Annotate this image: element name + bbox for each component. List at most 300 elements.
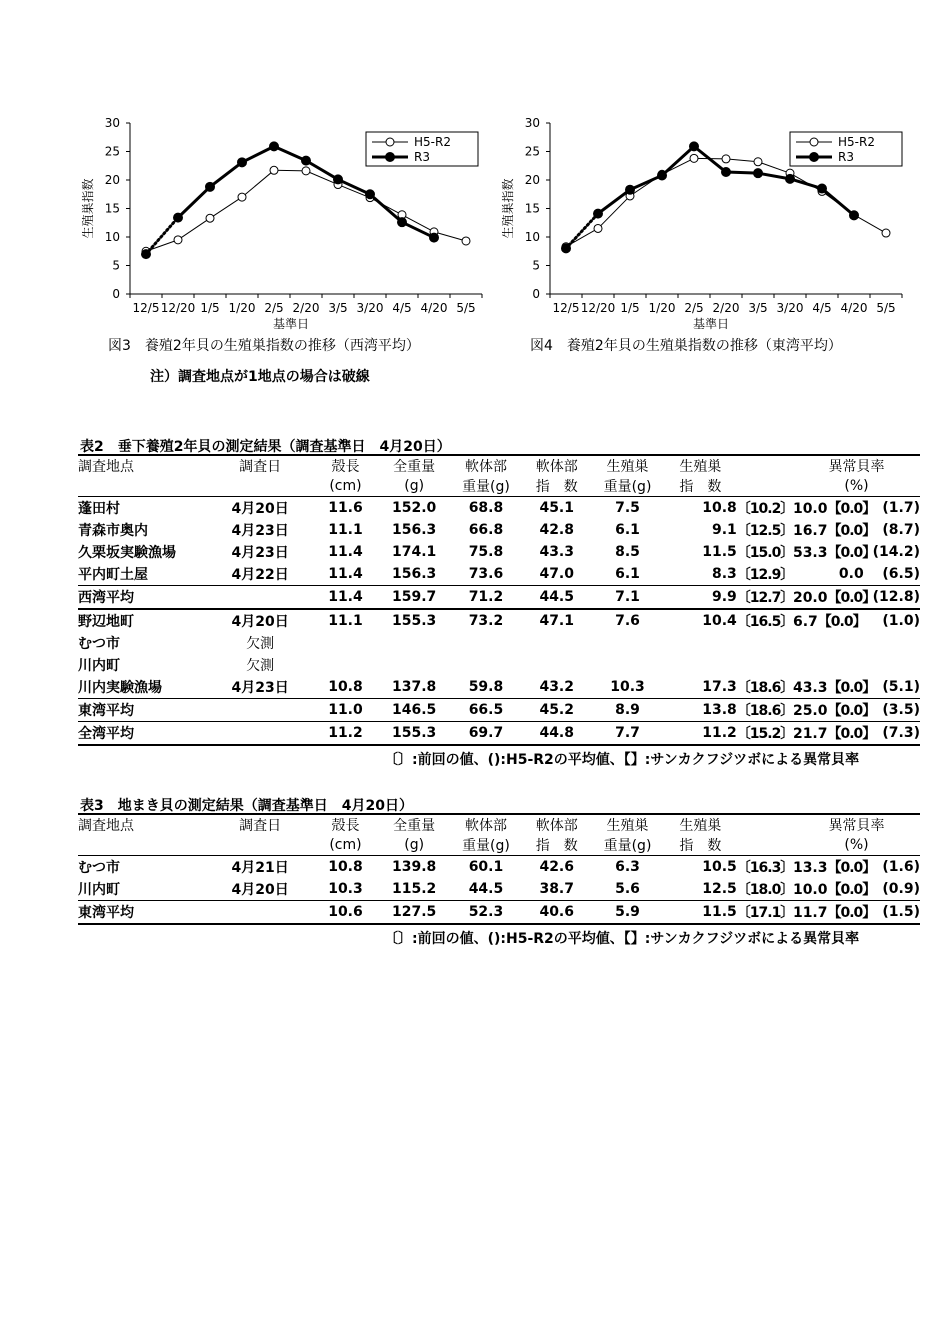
table3-cell-abnormal-prev: (0.9) bbox=[882, 881, 920, 897]
y-tick-label: 15 bbox=[104, 201, 120, 216]
table2-cell-gonad-prev: 〔18.6〕 bbox=[737, 699, 793, 722]
table2-h-weight: 全重量 bbox=[379, 455, 450, 476]
table3-cell-site: むつ市 bbox=[78, 860, 120, 876]
x-tick-label: 1/20 bbox=[228, 301, 256, 315]
x-tick-label: 12/20 bbox=[580, 301, 616, 315]
table2-row bbox=[78, 676, 920, 699]
series-h5-r2-point bbox=[206, 214, 214, 222]
table3-cell-gonad-prev: 〔16.3〕 bbox=[736, 860, 794, 876]
table2-h-soft-index: 軟体部 bbox=[522, 455, 591, 476]
table3-header-row2 bbox=[78, 835, 920, 856]
series-r3-segment bbox=[274, 146, 306, 160]
table2-cell-gonad-index: 9.1 bbox=[711, 522, 737, 538]
table2-cell-abnormal-value: 20.0 bbox=[792, 590, 828, 606]
table2-cell-barnacle-rate: 【0.0】 bbox=[827, 680, 876, 696]
series-h5-r2-point bbox=[462, 237, 470, 245]
table3-h-date: 調査日 bbox=[208, 814, 312, 835]
table2-cell-abnormal-value: 10.0 bbox=[792, 501, 828, 517]
table2-cell-date bbox=[208, 699, 312, 722]
table2-cell-abnormal-rate bbox=[792, 519, 876, 541]
series-r3-point bbox=[366, 190, 375, 199]
y-tick-label: 20 bbox=[524, 173, 540, 187]
table3-cell-date bbox=[208, 901, 312, 925]
table2-cell-soft-index bbox=[522, 632, 591, 654]
y-tick-label: 5 bbox=[112, 258, 120, 273]
table2-cell-gonad-weight: 8.9 bbox=[591, 699, 664, 722]
table3-row bbox=[78, 878, 920, 901]
series-r3-segment bbox=[630, 175, 662, 189]
y-tick-label: 25 bbox=[104, 144, 120, 159]
table3-cell-weight: 127.5 bbox=[379, 901, 450, 925]
x-tick-label: 1/5 bbox=[200, 301, 220, 315]
table2-cell-date: 欠測 bbox=[246, 636, 275, 652]
table2-cell-abnormal-value: 16.7 bbox=[792, 523, 828, 539]
table3-cell-weight: 139.8 bbox=[392, 859, 437, 875]
table2-cell-abnormal-prev: (1.7) bbox=[882, 500, 920, 516]
table2-cell-length: 11.2 bbox=[312, 722, 379, 746]
table3-cell-site: 東湾平均 bbox=[78, 901, 208, 925]
table2-h2-gonad-index: 指 数 bbox=[664, 476, 737, 497]
series-r3-point bbox=[302, 156, 311, 165]
table3-h-gonad-prev bbox=[737, 814, 793, 835]
x-tick-label: 1/20 bbox=[648, 301, 676, 315]
table3-cell-gonad-index: 10.5 bbox=[702, 859, 737, 875]
series-r3-segment bbox=[790, 179, 822, 189]
table3-header-row1 bbox=[78, 814, 920, 835]
table2-cell-site: むつ市 bbox=[78, 636, 120, 652]
table2-cell-gonad-weight: 7.5 bbox=[615, 500, 640, 516]
table2-cell-abnormal-prev: (14.2) bbox=[872, 544, 920, 560]
table2-cell-length: 11.4 bbox=[328, 544, 363, 560]
table3-cell-abnormal-rate bbox=[792, 856, 876, 879]
table2-cell-gonad-weight: 7.6 bbox=[591, 609, 664, 632]
series-r3-point bbox=[430, 233, 439, 242]
table2-cell-length: 11.6 bbox=[328, 500, 363, 516]
x-tick-label: 12/5 bbox=[132, 301, 160, 315]
table3-h-length: 殻長 bbox=[312, 814, 379, 835]
table3-cell-abnormal-rate bbox=[792, 878, 876, 901]
table2-cell-date: 4月20日 bbox=[231, 501, 289, 517]
table2-h-site: 調査地点 bbox=[78, 455, 208, 476]
table2-header-row2 bbox=[78, 476, 920, 497]
table3-cell-barnacle-rate: 【0.0】 bbox=[827, 860, 876, 876]
table2-cell-gonad-weight: 8.5 bbox=[615, 544, 640, 560]
table2-cell-soft-index: 47.0 bbox=[539, 566, 574, 582]
table2-cell-soft-index: 47.1 bbox=[522, 609, 591, 632]
series-h5-r2-point bbox=[238, 193, 246, 201]
table2-cell-gonad-index: 10.8 bbox=[702, 500, 737, 516]
series-r3-segment bbox=[242, 146, 274, 162]
table2-cell-site: 東湾平均 bbox=[78, 699, 208, 722]
table2-cell-barnacle-rate: 【0.0】 bbox=[827, 590, 876, 606]
table2-cell-soft-weight bbox=[450, 632, 523, 654]
legend-marker bbox=[386, 153, 395, 162]
table3-cell-gonad-weight: 5.9 bbox=[591, 901, 664, 925]
table3-h-soft-index: 軟体部 bbox=[522, 814, 591, 835]
table2-cell-soft-weight: 66.8 bbox=[468, 522, 504, 538]
series-h5-r2-point bbox=[594, 224, 602, 232]
series-r3-point bbox=[562, 244, 571, 253]
table3-h2-date bbox=[208, 835, 312, 856]
table2-cell-abnormal-prev: (8.7) bbox=[882, 522, 920, 538]
series-r3-point bbox=[786, 174, 795, 183]
table2-cell-gonad-weight bbox=[591, 654, 664, 676]
table2-cell-gonad-prev: 〔18.6〕 bbox=[736, 680, 794, 696]
series-h5-r2-point bbox=[174, 236, 182, 244]
table3-cell-gonad-weight: 6.3 bbox=[615, 859, 640, 875]
table2-cell-gonad-prev: 〔16.5〕 bbox=[737, 609, 793, 632]
table3-h-abnormal: 異常貝率 bbox=[793, 814, 920, 835]
y-tick-label: 10 bbox=[104, 230, 120, 244]
series-r3-segment bbox=[306, 161, 338, 180]
table3-cell-length: 10.3 bbox=[328, 881, 363, 897]
table3-cell-length: 10.6 bbox=[312, 901, 379, 925]
table3-cell-abnormal-value: 13.3 bbox=[792, 860, 828, 876]
table2-cell-site: 野辺地町 bbox=[78, 609, 208, 632]
table2-cell-abnormal-value: 21.7 bbox=[792, 726, 828, 742]
table2-cell-length: 11.4 bbox=[312, 586, 379, 610]
table3-h-soft-weight: 軟体部 bbox=[450, 814, 523, 835]
table2-cell-soft-weight: 68.8 bbox=[468, 500, 504, 516]
table2-cell-gonad-weight: 10.3 bbox=[610, 679, 645, 695]
table2-cell-site: 全湾平均 bbox=[78, 722, 208, 746]
legend-label: R3 bbox=[414, 150, 430, 164]
table2-cell-abnormal-prev: (1.0) bbox=[864, 609, 920, 632]
series-r3-point bbox=[398, 218, 407, 227]
x-tick-label: 5/5 bbox=[876, 301, 896, 315]
table2-cell-date: 4月20日 bbox=[208, 609, 312, 632]
table2-cell-abnormal-rate bbox=[793, 563, 864, 586]
table2-cell-abnormal-value: 43.3 bbox=[792, 680, 828, 696]
table2-cell-barnacle-rate: 【0.0】 bbox=[817, 614, 866, 630]
table2-cell-weight: 156.3 bbox=[392, 522, 437, 538]
table2-h-date: 調査日 bbox=[208, 455, 312, 476]
table2-h-gonad-index: 生殖巣 bbox=[664, 455, 737, 476]
table2-cell-barnacle-rate: 【0.0】 bbox=[827, 501, 876, 517]
table2-cell-date: 欠測 bbox=[246, 658, 275, 674]
x-tick-label: 4/20 bbox=[420, 301, 448, 315]
legend-label: R3 bbox=[838, 150, 854, 164]
table2-h-length: 殻長 bbox=[312, 455, 379, 476]
table2-cell-length: 11.0 bbox=[312, 699, 379, 722]
caption-fig4: 図4 養殖2年貝の生殖巣指数の推移（東湾平均） bbox=[530, 338, 842, 354]
table2-cell-soft-index: 44.5 bbox=[522, 586, 591, 610]
table3-cell-gonad-prev: 〔17.1〕 bbox=[737, 901, 793, 925]
table2-cell-abnormal-prev: (3.5) bbox=[864, 699, 920, 722]
table3-cell-soft-index: 42.6 bbox=[539, 859, 574, 875]
table2-cell-gonad-index: 11.5 bbox=[702, 544, 737, 560]
table2-cell-weight: 137.8 bbox=[392, 679, 437, 695]
series-h5-r2-point bbox=[754, 158, 762, 166]
chart-fig4 bbox=[498, 110, 918, 335]
table2-cell-gonad-prev: 〔15.2〕 bbox=[737, 722, 793, 746]
series-r3-point bbox=[206, 182, 215, 191]
table2-h2-abnormal: (%) bbox=[793, 476, 920, 497]
series-r3-point bbox=[690, 142, 699, 151]
table2-footnote: 〔〕:前回の値、():H5-R2の平均値、【】:サンカクフジツボによる異常貝率 bbox=[384, 752, 860, 768]
y-tick-label: 5 bbox=[532, 258, 540, 273]
x-tick-label: 3/5 bbox=[748, 301, 768, 315]
table2-h2-gonad-prev bbox=[737, 476, 793, 497]
table3-h2-gonad-index: 指 数 bbox=[664, 835, 737, 856]
table2-h-abnormal: 異常貝率 bbox=[793, 455, 920, 476]
table3-title: 表3 地まき貝の測定結果（調査基準日 4月20日） bbox=[80, 798, 413, 814]
series-r3-segment bbox=[402, 222, 434, 237]
table2-row bbox=[78, 722, 920, 746]
y-tick-label: 20 bbox=[104, 173, 120, 187]
table3-cell-gonad-prev: 〔18.0〕 bbox=[736, 882, 794, 898]
y-tick-label: 30 bbox=[104, 116, 120, 130]
table3-h2-site bbox=[78, 835, 208, 856]
table2-cell-abnormal-rate bbox=[792, 722, 876, 746]
y-tick-label: 25 bbox=[524, 144, 540, 159]
table2-cell-abnormal-rate bbox=[792, 541, 876, 563]
series-h5-r2-point bbox=[882, 229, 890, 237]
table3 bbox=[78, 813, 920, 925]
table2-row bbox=[78, 541, 920, 563]
table2-cell-gonad-prev: 〔10.2〕 bbox=[736, 501, 794, 517]
chart-fig3 bbox=[78, 110, 498, 335]
table2-row bbox=[78, 563, 920, 586]
table2-cell-weight bbox=[379, 654, 450, 676]
table2-cell-gonad-prev bbox=[737, 632, 793, 654]
table2-cell-weight: 155.3 bbox=[379, 609, 450, 632]
x-axis-label: 基準日 bbox=[272, 317, 310, 331]
table2-cell-soft-index: 45.1 bbox=[539, 500, 574, 516]
table2-cell-abnormal-rate bbox=[792, 676, 876, 699]
table3-cell-abnormal-prev: (1.5) bbox=[864, 901, 920, 925]
series-r3-point bbox=[174, 213, 183, 222]
table2-cell-abnormal-rate bbox=[792, 586, 876, 610]
series-r3-point bbox=[754, 169, 763, 178]
table2-cell-soft-weight: 73.6 bbox=[468, 566, 504, 582]
y-tick-label: 0 bbox=[532, 287, 540, 301]
table3-h2-soft-weight: 重量(g) bbox=[450, 835, 523, 856]
series-h5-r2-segment bbox=[274, 170, 306, 171]
table2-cell-abnormal-rate bbox=[792, 699, 876, 722]
table2-cell-abnormal-prev: (7.3) bbox=[864, 722, 920, 746]
table2-cell-gonad-prev: 〔12.7〕 bbox=[737, 586, 793, 610]
x-axis-label: 基準日 bbox=[692, 317, 730, 331]
x-tick-label: 2/5 bbox=[264, 301, 284, 315]
table2-cell-gonad-index: 10.4 bbox=[664, 609, 737, 632]
table2-h-gonad-weight: 生殖巣 bbox=[591, 455, 664, 476]
table2-cell-abnormal-prev: (12.8) bbox=[864, 586, 920, 610]
series-h5-r2-segment bbox=[210, 197, 242, 218]
table2-cell-abnormal-value: 25.0 bbox=[792, 703, 828, 719]
table2-cell-abnormal-rate bbox=[793, 654, 864, 676]
series-r3-point bbox=[270, 142, 279, 151]
series-r3-point bbox=[658, 171, 667, 180]
table2-row bbox=[78, 632, 920, 654]
table3-cell-barnacle-rate: 【0.0】 bbox=[827, 882, 876, 898]
series-r3-point bbox=[626, 185, 635, 194]
table2-cell-length bbox=[312, 632, 379, 654]
series-r3-point bbox=[818, 184, 827, 193]
table2-cell-gonad-index bbox=[664, 654, 737, 676]
series-h5-r2-point bbox=[722, 155, 730, 163]
x-tick-label: 4/20 bbox=[840, 301, 868, 315]
table3-cell-gonad-index: 11.5 bbox=[664, 901, 737, 925]
table2-cell-weight bbox=[379, 632, 450, 654]
table2-cell-barnacle-rate: 【0.0】 bbox=[827, 726, 876, 742]
table2-title: 表2 垂下養殖2年貝の測定結果（調査基準日 4月20日） bbox=[80, 439, 451, 455]
table2-cell-abnormal-prev bbox=[864, 632, 920, 654]
x-tick-label: 2/20 bbox=[712, 301, 740, 315]
table2-cell-soft-weight: 73.2 bbox=[450, 609, 523, 632]
table2-cell-date: 4月23日 bbox=[231, 523, 289, 539]
table2-cell-gonad-weight: 7.1 bbox=[591, 586, 664, 610]
table2-cell-abnormal-value: 0.0 bbox=[838, 566, 864, 582]
table2-cell-site: 西湾平均 bbox=[78, 586, 208, 610]
x-tick-label: 3/5 bbox=[328, 301, 348, 315]
table2-cell-date bbox=[208, 722, 312, 746]
y-axis-label: 生殖巣指数 bbox=[81, 178, 95, 239]
table2-cell-weight: 152.0 bbox=[392, 500, 437, 516]
table3-row bbox=[78, 856, 920, 879]
x-tick-label: 4/5 bbox=[812, 301, 832, 315]
table2-h2-site bbox=[78, 476, 208, 497]
table3-cell-site: 川内町 bbox=[78, 882, 120, 898]
table3-h-gonad-index: 生殖巣 bbox=[664, 814, 737, 835]
table2-cell-soft-weight: 75.8 bbox=[468, 544, 504, 560]
legend-label: H5-R2 bbox=[838, 135, 875, 149]
table2-cell-gonad-index: 17.3 bbox=[702, 679, 737, 695]
table2-row bbox=[78, 609, 920, 632]
table3-cell-date: 4月21日 bbox=[231, 860, 289, 876]
table2-cell-gonad-prev: 〔12.5〕 bbox=[736, 523, 794, 539]
series-r3-point bbox=[722, 168, 731, 177]
table2-cell-weight: 146.5 bbox=[379, 699, 450, 722]
table2-cell-gonad-index: 8.3 bbox=[711, 566, 737, 582]
table2-cell-abnormal-rate bbox=[793, 632, 864, 654]
series-h5-r2-point bbox=[302, 167, 310, 175]
table3-cell-gonad-weight: 5.6 bbox=[615, 881, 640, 897]
table3-h-weight: 全重量 bbox=[379, 814, 450, 835]
chart-fig4-svg bbox=[498, 110, 918, 335]
table2-cell-soft-index: 44.8 bbox=[522, 722, 591, 746]
table2-cell-site: 川内町 bbox=[78, 658, 120, 674]
table2-cell-abnormal-value: 6.7 bbox=[792, 614, 818, 630]
series-r3-segment bbox=[598, 190, 630, 214]
series-h5-r2-segment bbox=[178, 218, 210, 240]
table3-footnote: 〔〕:前回の値、():H5-R2の平均値、【】:サンカクフジツボによる異常貝率 bbox=[384, 931, 860, 947]
table3-h2-weight: (g) bbox=[379, 835, 450, 856]
x-tick-label: 2/20 bbox=[292, 301, 320, 315]
x-tick-label: 3/20 bbox=[356, 301, 384, 315]
legend-marker bbox=[386, 138, 394, 146]
series-r3-segment bbox=[370, 194, 402, 222]
series-r3-point bbox=[238, 158, 247, 167]
table2-cell-abnormal-value: 53.3 bbox=[792, 545, 828, 561]
table2-cell-gonad-weight: 7.7 bbox=[591, 722, 664, 746]
table2-cell-weight: 155.3 bbox=[379, 722, 450, 746]
table2-cell-soft-index: 43.2 bbox=[539, 679, 574, 695]
table2-cell-gonad-weight: 6.1 bbox=[615, 522, 640, 538]
table3-cell-gonad-index: 12.5 bbox=[702, 881, 737, 897]
table2-cell-date bbox=[208, 586, 312, 610]
table2-row bbox=[78, 497, 920, 520]
table2-h2-soft-index: 指 数 bbox=[522, 476, 591, 497]
table2-cell-abnormal-prev bbox=[864, 654, 920, 676]
table2-header-row1 bbox=[78, 455, 920, 476]
series-h5-r2-segment bbox=[758, 162, 790, 173]
table2-cell-weight: 174.1 bbox=[392, 544, 437, 560]
y-tick-label: 15 bbox=[524, 201, 540, 216]
chart-note: 注）調査地点が1地点の場合は破線 bbox=[150, 369, 370, 385]
x-tick-label: 2/5 bbox=[684, 301, 704, 315]
table2-cell-gonad-prev bbox=[737, 654, 793, 676]
caption-fig3: 図3 養殖2年貝の生殖巣指数の推移（西湾平均） bbox=[108, 338, 420, 354]
table2-cell-gonad-prev: 〔15.0〕 bbox=[736, 545, 794, 561]
table3-h2-gonad-weight: 重量(g) bbox=[591, 835, 664, 856]
table2-cell-date: 4月22日 bbox=[231, 567, 289, 583]
table3-cell-soft-weight: 44.5 bbox=[468, 881, 504, 897]
legend-marker bbox=[810, 153, 819, 162]
x-tick-label: 12/20 bbox=[160, 301, 196, 315]
legend-label: H5-R2 bbox=[414, 135, 451, 149]
table2-h-gonad-prev bbox=[737, 455, 793, 476]
chart-fig3-svg bbox=[78, 110, 498, 335]
x-tick-label: 5/5 bbox=[456, 301, 476, 315]
series-r3-point bbox=[334, 175, 343, 184]
y-axis-label: 生殖巣指数 bbox=[501, 178, 515, 239]
table2-cell-gonad-index: 11.2 bbox=[664, 722, 737, 746]
table3-row bbox=[78, 901, 920, 925]
table2-cell-abnormal-rate bbox=[793, 609, 864, 632]
series-h5-r2-segment bbox=[854, 215, 886, 233]
table2-cell-abnormal-prev: (6.5) bbox=[882, 566, 920, 582]
table2-cell-date: 4月23日 bbox=[231, 545, 289, 561]
table3-cell-abnormal-value: 11.7 bbox=[792, 905, 828, 921]
table2-row bbox=[78, 586, 920, 610]
series-h5-r2-point bbox=[690, 154, 698, 162]
table2-cell-date: 4月23日 bbox=[231, 680, 289, 696]
table2-cell-weight: 156.3 bbox=[392, 566, 437, 582]
table2 bbox=[78, 454, 920, 746]
table2-cell-site: 川内実験漁場 bbox=[78, 680, 162, 696]
series-r3-point bbox=[850, 211, 859, 220]
table2-cell-abnormal-prev: (5.1) bbox=[882, 679, 920, 695]
table3-cell-soft-index: 40.6 bbox=[522, 901, 591, 925]
table2-cell-soft-weight bbox=[450, 654, 523, 676]
table3-cell-abnormal-prev: (1.6) bbox=[882, 859, 920, 875]
table3-h2-gonad-prev bbox=[737, 835, 793, 856]
table2-cell-barnacle-rate: 【0.0】 bbox=[827, 523, 876, 539]
table3-cell-abnormal-rate bbox=[792, 901, 876, 925]
table2-cell-abnormal-rate bbox=[792, 497, 876, 520]
table3-cell-date: 4月20日 bbox=[231, 882, 289, 898]
table3-cell-soft-index: 38.7 bbox=[539, 881, 574, 897]
table2-cell-gonad-prev: 〔12.9〕 bbox=[736, 567, 794, 583]
series-h5-r2-segment bbox=[726, 159, 758, 162]
table3-h2-abnormal: (%) bbox=[793, 835, 920, 856]
table2-cell-length: 11.4 bbox=[328, 566, 363, 582]
table2-cell-site: 平内町土屋 bbox=[78, 567, 148, 583]
x-tick-label: 12/5 bbox=[552, 301, 580, 315]
table2-row bbox=[78, 699, 920, 722]
series-r3-point bbox=[594, 209, 603, 218]
series-r3-segment bbox=[146, 218, 178, 254]
table2-cell-length: 11.1 bbox=[312, 609, 379, 632]
table2-cell-soft-weight: 59.8 bbox=[468, 679, 504, 695]
table2-h-soft-weight: 軟体部 bbox=[450, 455, 523, 476]
table2-cell-soft-weight: 66.5 bbox=[450, 699, 523, 722]
series-r3-segment bbox=[178, 187, 210, 218]
table2-h2-weight: (g) bbox=[379, 476, 450, 497]
legend-marker bbox=[810, 138, 818, 146]
table3-cell-abnormal-value: 10.0 bbox=[792, 882, 828, 898]
